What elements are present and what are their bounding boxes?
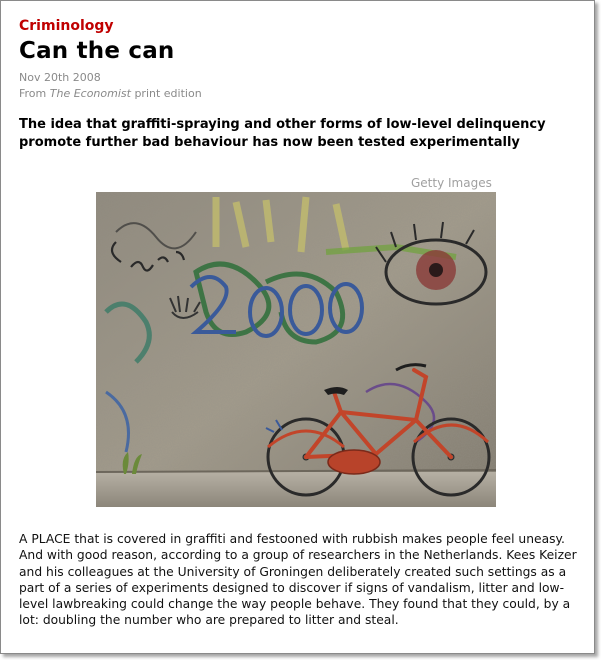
image-credit: Getty Images [411, 176, 492, 190]
article-photo [96, 192, 496, 507]
source-suffix: print edition [130, 87, 202, 100]
headline: Can the can [19, 38, 175, 64]
article-body: A PLACE that is covered in graffiti and festooned with rubbish makes people feel uneasy. And with good reason, according to a group of researchers in the Netherlands. Kees Keizer and his colleagues at the University of Groningen deliberately created such settings as a part of a series of experiments designed to discover if signs of vandalism, litter and low-level lawbreaking could change the way people behave. They found that they could, by a lot: doubling the number who are prepared to litter and steal. [19, 532, 577, 628]
source-prefix: From [19, 87, 50, 100]
section-label[interactable]: Criminology [19, 18, 114, 34]
dateline: Nov 20th 2008 [19, 71, 101, 84]
rubric: The idea that graffiti-spraying and other forms of low-level delinquency promote further bad behaviour has now been tested experimentally [19, 117, 546, 150]
source-line [19, 86, 584, 102]
article [19, 16, 584, 628]
publication-name[interactable]: The Economist [49, 87, 131, 100]
bicycle-graffiti-image [96, 192, 496, 507]
